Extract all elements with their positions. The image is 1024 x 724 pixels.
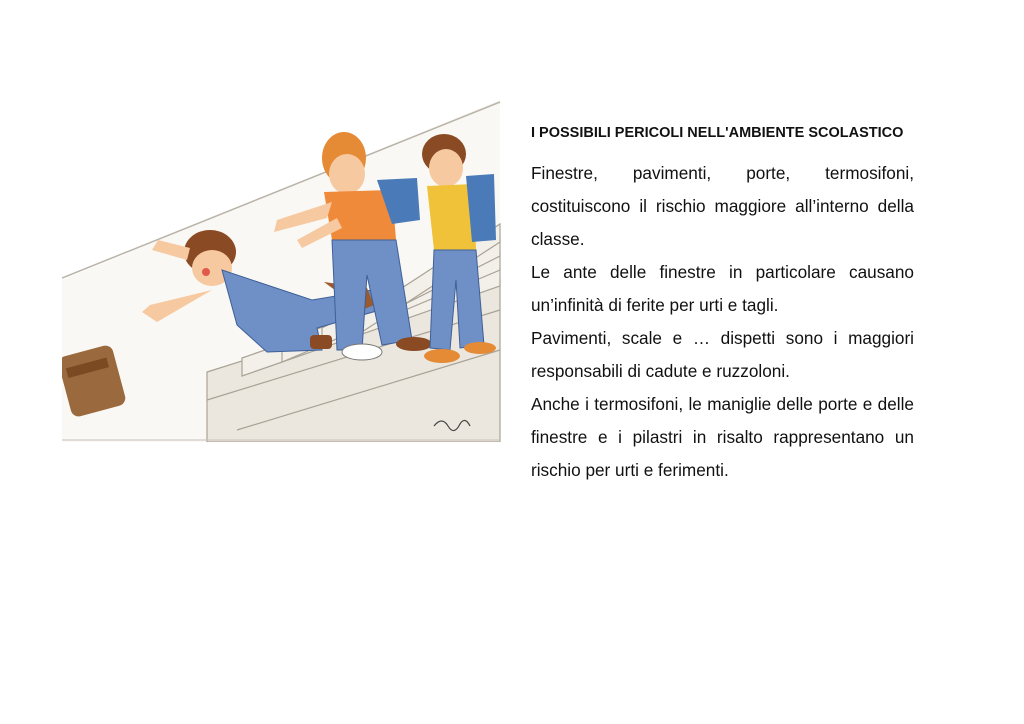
paragraph: Le ante delle finestre in particolare causano un’infinità di ferite per urti e tagli. — [531, 262, 914, 315]
document-title: I POSSIBILI PERICOLI NELL'AMBIENTE SCOLASTICO — [531, 125, 904, 141]
paragraph: Finestre, pavimenti, porte, termosifoni, costituiscono il rischio maggiore all’interno della classe. — [531, 163, 914, 249]
paragraph: Anche i termosifoni, le maniglie delle porte e delle finestre e i pilastri in risalto rappresentano un rischio per urti e ferimenti. — [531, 394, 914, 480]
text-block — [531, 124, 914, 487]
children-on-stairs-illustration-icon — [62, 100, 502, 442]
illustration — [62, 100, 502, 442]
paragraph: Pavimenti, scale e … dispetti sono i maggiori responsabili di cadute e ruzzoloni. — [531, 328, 914, 381]
